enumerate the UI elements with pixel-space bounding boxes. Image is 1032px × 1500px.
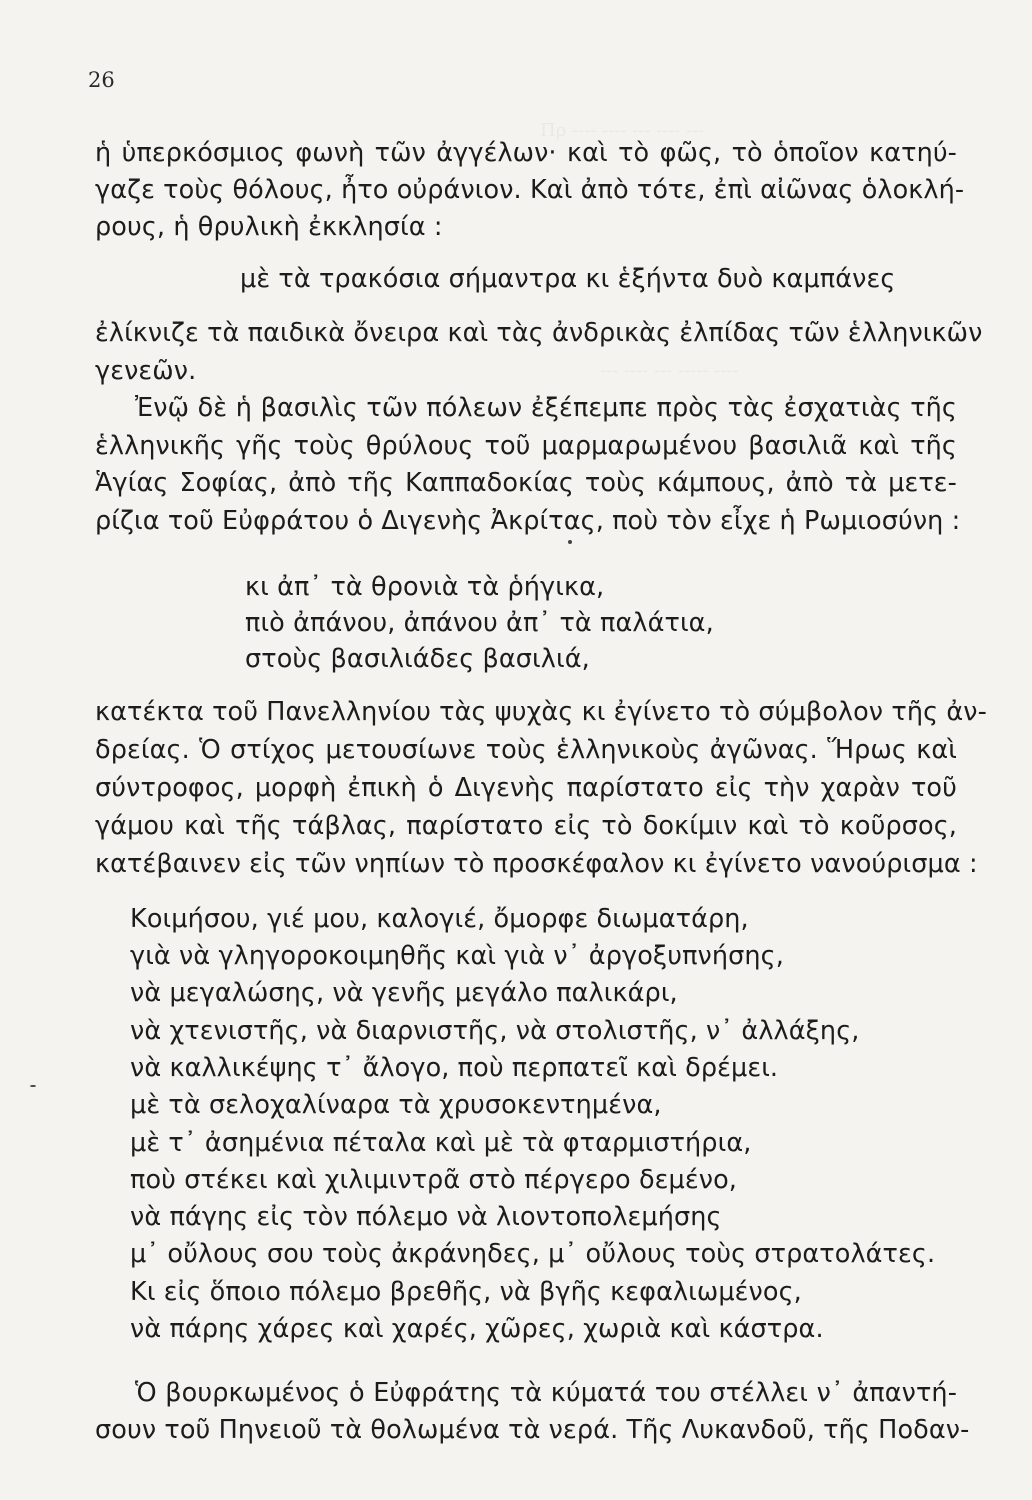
text-line: σουν τοῦ Πηνειοῦ τὰ θολωμένα τὰ νερά. Τῆς Λυκανδοῦ, τῆς Ποδαν-: [95, 1415, 970, 1445]
verse-line: νὰ χτενιστῆς, νὰ διαρνιστῆς, νὰ στολιστῆς, ν᾽ ἀλλάξης,: [130, 1016, 860, 1046]
text-line: ἐλίκνιζε τὰ παιδικὰ ὄνειρα καὶ τὰς ἀνδρικὰς ἐλπίδας τῶν ἑλληνικῶν: [95, 318, 983, 348]
text-line: Ἁγίας Σοφίας, ἀπὸ τῆς Καππαδοκίας τοὺς κάμπους, ἀπὸ τὰ μετε-: [95, 468, 957, 498]
verse-line: μὲ τ᾽ ἀσημένια πέταλα καὶ μὲ τὰ φταρμιστήρια,: [130, 1128, 752, 1158]
verse-line: κι ἀπ᾽ τὰ θρονιὰ τὰ ῥήγικα,: [245, 572, 605, 602]
verse-line: μὲ τὰ τρακόσια σήμαντρα κι ἑξήντα δυὸ καμπάνες: [240, 264, 896, 294]
verse-line: νὰ μεγαλώσης, νὰ γενῆς μεγάλο παλικάρι,: [130, 978, 678, 1008]
verse-line: μ᾽ οὔλους σου τοὺς ἀκράνηδες, μ᾽ οὔλους τοὺς στρατολάτες.: [130, 1239, 936, 1269]
verse-line: νὰ καλλικέψης τ᾽ ἄλογο, ποὺ περπατεῖ καὶ δρέμει.: [130, 1053, 779, 1083]
text-line: κατέκτα τοῦ Πανελληνίου τὰς ψυχὰς κι ἐγίνετο τὸ σύμβολον τῆς ἀν-: [95, 697, 987, 727]
text-line: ἑλληνικῆς γῆς τοὺς θρύλους τοῦ μαρμαρωμένου βασιλιᾶ καὶ τῆς: [95, 431, 957, 461]
text-line: κατέβαινεν εἰς τῶν νηπίων τὸ προσκέφαλον κι ἐγίνετο νανούρισμα :: [95, 849, 978, 879]
text-line: Ἐνῷ δὲ ἡ βασιλὶς τῶν πόλεων ἐξέπεμπε πρὸς τὰς ἐσχατιὰς τῆς: [135, 393, 957, 423]
scan-speck: [568, 540, 572, 544]
text-line: γάμου καὶ τῆς τάβλας, παρίστατο εἰς τὸ δοκίμιν καὶ τὸ κοῦρσος,: [95, 811, 957, 841]
text-line: ρους, ἡ θρυλικὴ ἐκκλησία :: [95, 212, 443, 242]
text-line: ἡ ὑπερκόσμιος φωνὴ τῶν ἀγγέλων· καὶ τὸ φῶς, τὸ ὁποῖον κατηύ-: [95, 138, 957, 168]
verse-line: στοὺς βασιλιάδες βασιλιά,: [245, 644, 590, 674]
text-line: Ὁ βουρκωμένος ὁ Εὐφράτης τὰ κύματά του στέλλει ν᾽ ἀπαντή-: [135, 1378, 957, 1408]
verse-line: γιὰ νὰ γληγοροκοιμηθῆς καὶ γιὰ ν᾽ ἀργοξυπνήσης,: [130, 941, 784, 971]
page-number: 26: [88, 68, 115, 92]
verse-line: Κι εἰς ὅποιο πόλεμο βρεθῆς, νὰ βγῆς κεφαλιωμένος,: [130, 1277, 802, 1307]
text-line: γενεῶν.: [95, 356, 197, 386]
text-line: ρίζια τοῦ Εὐφράτου ὁ Διγενὴς Ἀκρίτας, ποὺ τὸν εἶχε ἡ Ρωμιοσύνη :: [95, 506, 961, 536]
verse-line: ποὺ στέκει καὶ χιλιμιντρᾶ στὸ πέργερο δεμένο,: [130, 1165, 738, 1195]
text-line: δρείας. Ὁ στίχος μετουσίωνε τοὺς ἑλληνικοὺς ἀγῶνας. Ἥρως καὶ: [95, 735, 957, 765]
verse-line: νὰ πάρης χάρες καὶ χαρές, χῶρες, χωριὰ καὶ κάστρα.: [130, 1314, 824, 1344]
verse-line: μὲ τὰ σελοχαλίναρα τὰ χρυσοκεντημένα,: [130, 1090, 662, 1120]
text-line: σύντροφος, μορφὴ ἐπικὴ ὁ Διγενὴς παρίστατο εἰς τὴν χαρὰν τοῦ: [95, 773, 957, 803]
verse-line: Κοιμήσου, γιέ μου, καλογιέ, ὄμορφε διωματάρη,: [130, 904, 749, 934]
verse-line: πιὸ ἀπάνου, ἀπάνου ἀπ᾽ τὰ παλάτια,: [245, 608, 714, 638]
scan-speck: [30, 1085, 36, 1087]
bleed-through-text: [600, 360, 738, 381]
verse-line: νὰ πάγης εἰς τὸν πόλεμο νὰ λιοντοπολεμήσης: [130, 1202, 722, 1232]
text-line: γαζε τοὺς θόλους, ἦτο οὐράνιον. Καὶ ἀπὸ τότε, ἐπὶ αἰῶνας ὁλοκλή-: [95, 175, 965, 205]
